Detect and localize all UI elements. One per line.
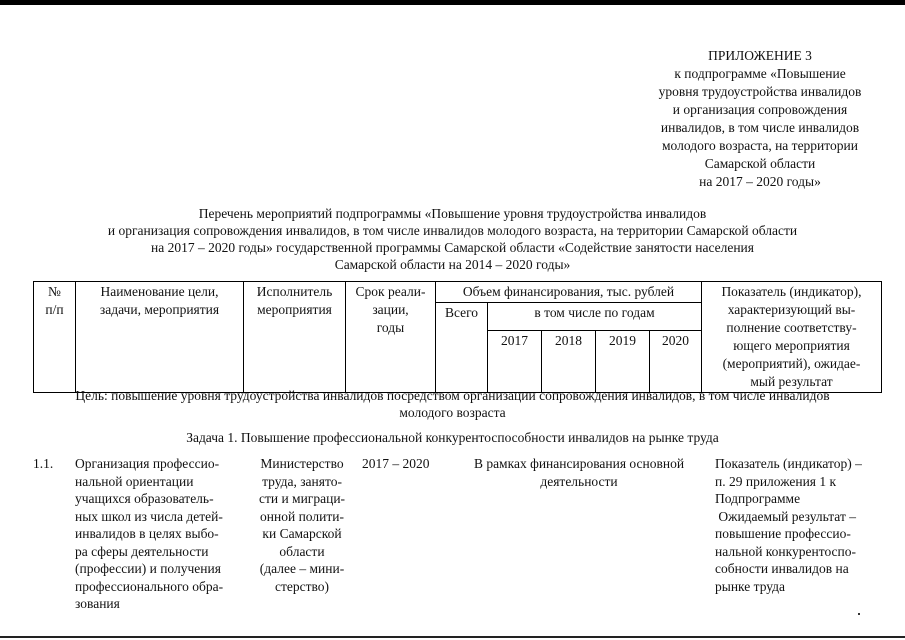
col-header-total: Всего <box>436 303 488 393</box>
document-heading <box>30 205 875 273</box>
col-header-name: Наименование цели, задачи, мероприятия <box>76 282 244 393</box>
measures-table-header <box>33 281 882 393</box>
goal-statement <box>10 387 895 421</box>
row-indicator: Показатель (индикатор) – п. 29 приложения 1 к Подпрограмме Ожидаемый результат – повышение профессио- нальной конкурентоспо- собности инвалидов на рынке труда <box>715 456 862 594</box>
col-header-year: 2019 <box>596 331 650 393</box>
appendix-line: уровня трудоустройства инвалидов <box>658 84 862 99</box>
col-header-executor: Исполнитель мероприятия <box>244 282 346 393</box>
scan-bottom-edge <box>0 636 905 638</box>
row-number: 1.1. <box>33 456 54 471</box>
row-executor: Министерство труда, занято- сти и миграци- онной полити- ки Самарской области (далее – мини- стерство) <box>258 456 346 594</box>
row-financing: В рамках финансирования основной деятельности <box>473 456 685 489</box>
col-header-term: Срок реали- зации, годы <box>346 282 436 393</box>
appendix-line: Самарской области <box>704 156 816 171</box>
col-header-year: 2018 <box>542 331 596 393</box>
appendix-line: и организация сопровождения <box>672 102 848 117</box>
heading-line: Самарской области на 2014 – 2020 годы» <box>334 257 571 272</box>
goal-line: молодого возраста <box>399 405 506 420</box>
appendix-line: на 2017 – 2020 годы» <box>699 174 821 189</box>
appendix-line: ПРИЛОЖЕНИЕ 3 <box>708 48 812 63</box>
col-header-year: 2017 <box>488 331 542 393</box>
col-header-funding: Объем финансирования, тыс. рублей <box>436 282 702 303</box>
heading-line: на 2017 – 2020 годы» государственной программы Самарской области «Содействие занятости населения <box>151 240 754 255</box>
col-header-by-years: в том числе по годам <box>488 303 702 331</box>
appendix-line: инвалидов, в том числе инвалидов <box>660 120 860 135</box>
appendix-line: молодого возраста, на территории <box>662 138 858 153</box>
col-header-indicator: Показатель (индикатор), характеризующий вы- полнение соответству- ющего мероприятия (мероприятий), ожидае- мый результат <box>702 282 882 393</box>
heading-line: Перечень мероприятий подпрограммы «Повышение уровня трудоустройства инвалидов <box>198 206 707 221</box>
scan-top-edge <box>0 0 905 5</box>
col-header-number: № п/п <box>34 282 76 393</box>
appendix-caption <box>630 47 890 191</box>
scan-speck <box>858 613 860 615</box>
goal-line: Цель: повышение уровня трудоустройства инвалидов посредством организации сопровождения инвалидов, в том числе инвалидов <box>75 388 830 403</box>
row-term: 2017 – 2020 <box>362 456 430 471</box>
row-measure-name: Организация профессио- нальной ориентации учащихся образователь- ных школ из числа детей- инвалидов в целях выбо- ра сферы деятельности (профессии) и получения профессионального обра- зования <box>75 456 224 611</box>
appendix-line: к подпрограмме «Повышение <box>674 66 846 81</box>
task-heading: Задача 1. Повышение профессиональной конкурентоспособности инвалидов на рынке труда <box>186 430 719 445</box>
col-header-year: 2020 <box>650 331 702 393</box>
heading-line: и организация сопровождения инвалидов, в том числе инвалидов молодого возраста, на территории Самарской области <box>107 223 798 238</box>
